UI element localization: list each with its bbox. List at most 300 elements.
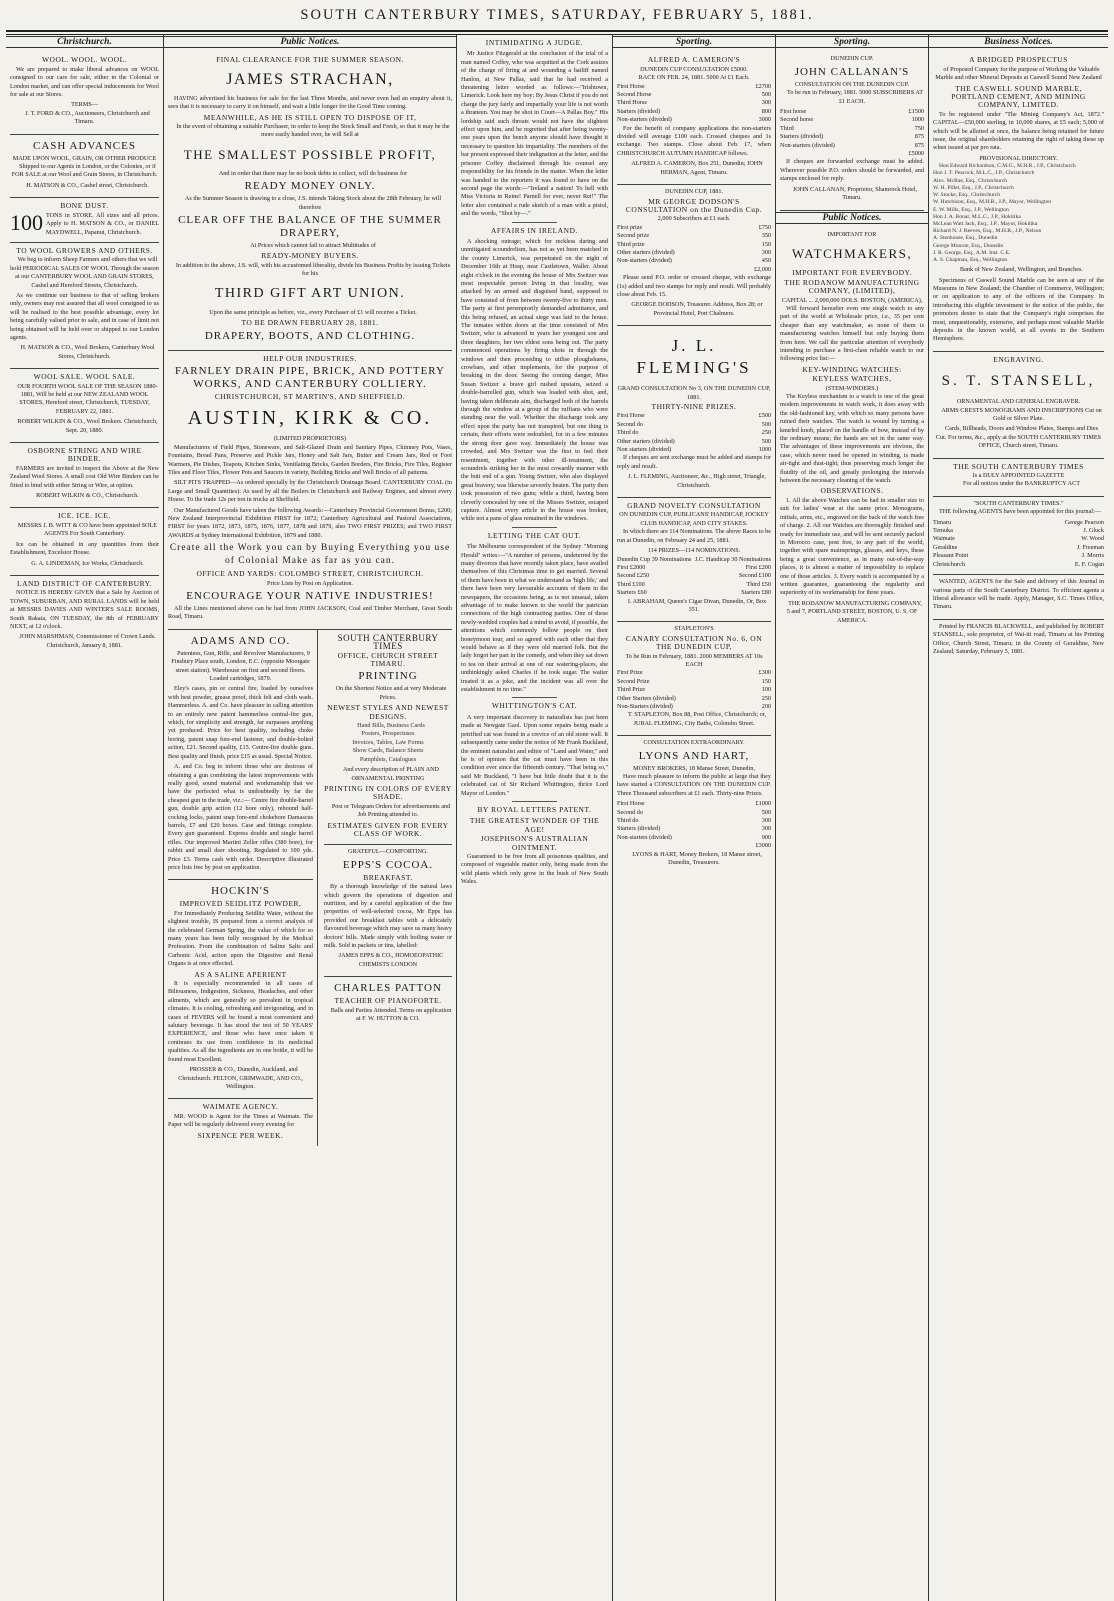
table-row [933,552,1104,560]
ad-text: And every description of PLAIN AND ORNAMENTAL PRINTING [342,766,440,782]
table-cell: 3000 [758,116,771,124]
ad-text: Balls and Parties Attended. Terms on application at F. W. HUTTON & CO. [330,1006,452,1023]
table-cell: Second horse [780,116,814,124]
ad-line: PROVISIONAL DIRECTORY. [979,154,1058,162]
ad-title: S. T. STANSELL, [941,373,1096,390]
table-cell: Geraldine [933,543,958,551]
table-cell: Starters £60 [617,589,647,597]
gift-heading: THIRD GIFT ART UNION. [214,285,406,301]
table-cell: W. Wood [1081,535,1104,543]
ad-title: TO WOOL GROWERS AND OTHERS. [16,245,153,255]
ad-text: At Prices which cannot fail to attract Multitudes of [250,242,376,250]
table-row [780,125,924,133]
ad-line: ESTIMATES GIVEN FOR EVERY CLASS OF WORK. [327,820,449,838]
table-cell: Third prize [617,240,645,248]
table-cell: First Horse [617,800,645,808]
rodanow-advert [780,228,924,632]
ad-text: All the Lines mentioned above can be had from JOHN JACKSON, Coal and Timber Merchant, Great South Road, Timaru. [168,605,452,621]
callanan-consultation [780,52,924,210]
table-cell: Third £50 [746,580,771,588]
table-cell: 800 [761,107,771,115]
land-district-notice [10,576,159,657]
ad-subtitle: CONSULTATION ON THE DUNEDIN CUP. [794,80,910,88]
prize-table [780,108,924,150]
table-row [617,421,771,429]
ad-text: In the event of obtaining a suitable Purchaser, in order to keep the Stock Small and Fresh, so that it may be the more easily handed over, he will Sell at [176,123,450,139]
table-row [617,564,771,572]
ad-body: It is especially recommended in all cases of Biliousness, Indigestion, Sickness, Headaches, and other ailments, which are generally so prevalent in tropical climates. It is cooling, refreshing and invigorating, and in cases of FEVERS will be found a most convenient and salutary beverage. It has stood the test of 50 YEARS' EXPERIENCE, and those who have once taken it continues its use from confidence in its medicinal qualities. As all the ingredients are in one bottle, it will be found most Excellent. [168,980,313,1063]
ad-line: 114 PRIZES—114 NOMINATIONS. [647,547,741,555]
stapleton-consultation [617,622,771,736]
ad-text: And in order that there may be no book debts to collect, will do business for [218,169,408,177]
ad-text: On the Shortest Notice and at very Moderate Prices. [335,685,447,701]
table-cell: First Horse [617,412,645,420]
ad-signature: THE RODANOW MANUFACTURING COMPANY, 5 and 7, PORTLAND STREET, BOSTON, U. S. OF AMERICA. [786,599,922,624]
ad-title: FINAL CLEARANCE FOR THE SUMMER SEASON. [216,55,404,65]
ad-subtitle: DUNEDIN CUP CONSULTATION £5000. [640,65,748,73]
table-cell: First £200 [745,563,771,571]
ad-signature: T. STAPLETON, Box 88, Post Office, Christchurch; or, JUBAL FLEMING, City Baths, Colombo Street. [627,711,767,727]
table-cell: Third [780,124,794,132]
cameron-consultation [617,52,771,185]
prize-table [617,556,771,598]
table-cell: J. Morris [1081,552,1104,560]
austin-kirk-name: AUSTIN, KIRK & CO. [187,407,433,430]
table-cell: J.C. Handicap 30 Nominations [694,555,771,563]
ad-text: We beg to inform Sheep Farmers and others that we will hold PERIODICAL SALES OF WOOL Through the season at our CANTERBURY WOOL AND GRAIN STORES, Cashel and Hereford Streets, Christchurch. [10,256,159,289]
ad-text: For Immediately Producing Seidlitz Water, without the slightest trouble, IS prepared from a correct analysis of the celebrated German Spring, the value of which for so many years has been fully recognised by the Medical Profession. From the combination of Saline Salts and Carbonic Acid, action upon the Digestive and Renal Organs is at once effected. [168,909,313,968]
ad-text: MR. WOOD is Agent for the Times at Waimate. The Paper will be regularly delivered every evening for [168,1112,313,1129]
ad-subtitle: MADE UPON WOOL, GRAIN, OR OTHER PRODUCE [12,154,157,162]
table-cell: Third £100 [617,580,645,588]
table-cell: Non-Starters (divided) [617,703,673,710]
table-cell: £2700 [755,82,771,90]
table-row [617,412,771,420]
table-cell: Temuka [933,527,953,535]
adams-advert [168,630,313,881]
ad-kicker: DUNEDIN CUP. [830,55,874,63]
column-public-notices [164,35,457,1601]
ad-subtitle: BREAKFAST. [363,872,413,882]
table-cell: 150 [761,677,771,685]
table-cell: Second do [617,808,643,816]
table-cell: Second Horse [617,91,652,99]
prize-table [617,412,771,454]
imprint-text: Printed by FRANCIS BLACKWELL, and published by ROBERT STANSELL, sole proprietor, of Wai-iti road, Timaru at his Printing Office, Church Street, Timaru; in the County of Geraldine, New Zealand, Saturday, February 5, 1881. [933,622,1104,655]
ad-text: In which there are 114 Nominations. The above Races to be run at Dunedin, on February 24 and 25, 1881. [617,528,771,544]
ad-title: EPPS'S COCOA. [342,858,434,871]
ad-line: SIXPENCE PER WEEK. [197,1130,284,1140]
table-cell: 300 [761,817,771,825]
ad-text: Will forward hereafter even one single watch to any part of the world at Wholesale price, i.e., 35 per cent cheaper than any watchmaker, as none of them is manufacturing watches himself but only buying them from here. We call the particular attention of everybody intending to purchase a first-class reliable watch to our following price list:— [780,304,924,363]
ad-signature: ROBERT WILKIN & CO., Christchurch. [36,492,139,500]
table-cell: Dunedin Cup 39 Nominations [617,555,692,563]
ad-line: AS A SALINE APERIENT [194,969,287,979]
directors-list: Hon Edward Richardson, C.M.G., M.H.R., J.P., Christchurch Hon J. T. Peacock, M.L.C., J.P., Christchurch Alex. McRae, Esq., Christchurch W. H. Pillet, Esq., J.P., Christchurch W. Stocke, Esq., Christchurch W. Hutchison, Esq., M.H.R., J.P., Mayor, Wellington E. W. Mills, Esq., J.P., Wellington Hon J. A. Bonar, M.L.C., J.P., Hokitika McLean Watt Jack, Esq., J.P., Mayor, Hokitika Richard N. J. Reeves, Esq., M.H.R., J.P., Nelson A. Stenhouse, Esq., Dunedin George Munroe, Esq., Dunedin J. R. George, Esq., A.M. Inst. C.E. A. S. Chapman, Esq., Wellington [933,163,1076,263]
ad-title: ICE. ICE. ICE. [58,511,111,521]
create-heading: Create all the Work you can by Buying Everything you use of Colonial Make as far as you can. [169,543,451,567]
article-title: INTIMIDATING A JUDGE. [485,38,584,47]
ad-text: THE following AGENTS have been appointed for this journal:— [939,508,1101,516]
ad-title: CHARLES PATTON [334,982,442,995]
table-cell: Second £250 [617,572,650,580]
table-cell: 350 [761,232,771,240]
table-cell: 500 [761,808,771,816]
ad-text: Post or Telegram Orders for advertisements and Job Printing attended to. [331,802,451,819]
article-title: WHITTINGTON'S CAT. [491,701,578,711]
table-row [617,446,771,454]
section-heading: Public Notices. [164,36,456,48]
table-cell: Non starters (divided) [617,446,672,454]
ad-text: If cheques are sent exchange must be added and stamps for reply and result. [617,454,771,470]
ad-text: TONS in STORE. All sizes and all prices. Apply to H. MATSON & CO., or DANIEL MAYDWELL, Papanui, Christchurch. [46,211,159,236]
ad-signature: J. L. FLEMING, Auctioneer, &c., High street, Triangle, Christchurch. [628,473,766,489]
ad-line: KEY-WINDING WATCHES: [802,364,902,374]
column-business-notices [929,35,1108,1601]
table-row [617,703,771,711]
table-row [617,825,771,833]
office-line: OFFICE AND YARDS: COLOMBO STREET, CHRISTCHURCH. [196,569,424,579]
terms-heading: TERMS— [71,101,98,109]
ad-kicker: GRATEFUL—COMFORTING. [348,848,428,856]
ad-title: "SOUTH CANTERBURY TIMES." [973,499,1064,507]
ad-text: Please send P.O. order or crossed cheque, with exchange (1s) added and two stamps for reply and result. Will probably close about Feb. 15. [617,274,771,298]
ad-signature: H. MATSON & CO., Cashel street, Christchurch. [26,181,149,189]
table-cell: Starters (divided) [780,133,824,141]
waimate-advert [168,1099,313,1146]
ad-subtitle: IMPORTANT FOR EVERYBODY. [792,268,912,278]
patton-advert [324,977,452,1030]
table-cell: 100 [761,686,771,694]
ad-text: SILT PITS TRAPPED—As ordered specially by the Christchurch Drainage Board. CANTERBURY COAL (in Large and Small Quantities): As used by all the Boilers in Christchurch and Railway Engines, and almost every House. To the trade 12s per ton in trucks at Sheffield. [168,479,452,504]
ad-subtitle: JOSEPHSON'S AUSTRALIAN OINTMENT. [480,834,589,852]
ad-kicker: IMPORTANT FOR [827,230,877,238]
ad-line: NEWEST STYLES AND NEWEST DESIGNS. [327,703,449,721]
ad-signature: ALFRED A. CAMERON, Box 251, Dunedin; JOHN HERMAN, Agent, Timaru. [631,160,763,176]
left-subcolumn [168,630,318,1146]
table-row [617,438,771,446]
ad-title: WOOL SALE. WOOL SALE. [33,372,136,382]
bankers-line: Bank of New Zealand, Wellington, and Branches. [960,266,1083,274]
table-cell: Other starters (divided) [617,437,675,445]
prize-total: £3000 [755,842,771,850]
ad-text: MESSRS J. B. WITT & CO have been appointed SOLE AGENTS For South Canterbury. [17,521,158,538]
table-cell: J. Gluck [1083,527,1104,535]
table-row [933,535,1104,543]
column-sporting [613,35,776,1601]
ad-line: KEYLESS WATCHES, [812,374,892,384]
drawn-line: TO BE DRAWN FEBRUARY 28, 1881. [241,318,379,328]
ad-subtitle: MONEY BROKERS, 18 Manse Street, Dunedin, [633,764,755,772]
table-cell: 1000 [911,116,924,124]
table-row [617,91,771,99]
dodson-consultation [617,185,771,326]
print-products: Hand Bills, Business Cards Posters, Prospectuses Invoices, Tables, Law Forms Show Cards, Balance Sheets Pamphlets, Catalogues [352,722,425,763]
ad-body: Specimens of Caswell Sound Marble can be seen at any of the Museums in New Zealand; the Chamber of Commerce, Wellington; or on application to any of the officers of the Company. In introducing this eligible investment to the notice of the public, the promoters desire to state that the Company's right comprises the most, unquestionably, extensive, and perhaps most valuable Marble deposits in the known world, at all events in the Southern Hemisphere. [933,276,1104,343]
wanted-notice [933,575,1104,620]
ad-text: HAVING advertised his business for sale for the last Three Months, and never even had an enquiry about it, sees that it is necessary to carry it on himself, and wait a little longer for the Good Time coming. [168,94,452,111]
table-cell: 500 [761,91,771,99]
wool-advert [10,52,159,134]
ad-subtitle: GRAND CONSULTATION No 3, ON THE DUNEDIN CUP, 1881. [617,385,771,401]
ad-text: Manufacturers of Field Pipes, Stoneware, and Salt-Glazed Drain and Sanitary Pipes, Chimney Pots, Vases, Fountains, Bread Pans, Preserve and Pickle Jars, Honey and Salt Jars, Butter and Cream Jars, Red or Foot Warmers, Pie Dishes, Teapots, Kitchen Sinks, Ventilating Bricks, Garden Borders, Fire Bricks, Fire Tiles, Register Tiles and Floor Tiles, Flower Pots and Saucers in variety, Building Bricks and Well Bricks of all patterns. [168,443,452,476]
ad-text: ARMS CRESTS MONOGRAMS AND INSCRIPTIONS Cut on Gold or Silver Plate. [941,406,1102,422]
ad-text: We are prepared to make liberal advances on WOOL consigned to our care for sale, either in the Colonial or London market, and can offer special inducements for Wool for sale at our Stores. [10,65,159,99]
farnley-heading: FARNLEY DRAIN PIPE, BRICK, AND POTTERY WORKS, AND CANTERBURY COLLIERY. [175,364,445,390]
table-row [780,133,924,141]
table-row [933,544,1104,552]
table-row [780,142,924,150]
cash-advances-advert [10,135,159,199]
table-cell: 450 [761,257,771,265]
ad-signature: H. MATSON & CO., Wool Brokers, Canterbury Wool Stores, Christchurch. [20,344,155,360]
right-subcolumn [324,630,452,1146]
ad-signature: PROSSER & CO., Dunedin, Auckland, and Christchurch. FELTON, GRIMWADE, AND CO., Wellington. [178,1066,303,1090]
buyers-heading: READY-MONEY BUYERS. [261,251,359,261]
table-cell: 750 [914,124,924,132]
ad-title: ADAMS AND CO. [190,634,291,647]
table-cell: Third do [617,429,639,437]
table-row [617,589,771,597]
table-cell: Waimate [933,535,955,543]
table-row [780,116,924,124]
table-cell: 250 [761,694,771,702]
table-cell: First Horse [617,82,645,90]
ad-kicker: CONSULTATION EXTRAORDINARY. [643,739,745,747]
table-row [933,519,1104,527]
profit-heading: THE SMALLEST POSSIBLE PROFIT, [183,146,437,162]
ad-subtitle: TEACHER OF PIANOFORTE. [334,996,442,1006]
section-heading: Sporting. [613,36,775,48]
ad-text: The Keyless mechanism to a watch is one of the great modern improvements in watch work, it does away with the old-fashioned key, with which so many persons have ruined their watches. The watch is wound by turning a knurled knob, placed on the handle of bow, instead of by the ordinary means; the hands are set in the same way. The advantages of these improvements are obvious, the case, which never need be opened in winding, is made air-tight and dust-tight, thus preserving much longer the fluidity of the oil, and greatly prolonging the intervals between the necessary cleaning of the watch. [780,393,924,485]
table-cell: Starters (divided) [617,825,661,833]
ad-text: Our Manufactured Goods have taken the following Awards:—Canterbury Provincial Government Bonus, £200; New Zealand Interprovincial Exhibition FIRST for 1872; Canterbury Agricultural and Pastoral Associations, FIRST for years 1872, 1873, 1875, 1876, 1877, 1878 and 1879, also TWO FIRST PRIZES; and TWO FIRST AWARDS at Sydney International Exhibition, 1879 and 1880. [168,506,452,539]
table-cell: Third Horse [617,99,648,107]
table-row [617,678,771,686]
table-cell: 900 [761,833,771,841]
imprint [933,620,1104,664]
ad-text: FARMERS are invited to inspect the Above at the New Zealand Wool Stores. A small cost Old Wire Binders can be fitted to bind with either String or Wire, at option. [10,464,159,489]
table-row [617,224,771,232]
gazette-notice [933,459,1104,497]
prize-table [617,800,771,842]
ad-title: WATCHMAKERS, [791,246,913,262]
table-row [617,817,771,825]
ad-text: 1. All the above Watches can be had in smaller size to suit for ladies' wear at the same price. Monograms, initials, arms, etc., engraved on the back of the watch free of charge. 2. All our Watches are thoroughly finished and ready for immediate use, and will be sent securely packed in Morocco case, post free, to any part of the world, together with spare mainsprings, glasses, and keys, these being a great convenience, as in many out-of-the-way places, it is almost a matter of impossibility to replace one of those articles. 3. Every watch is accompanied by a written guarantee, guaranteeing the regularity and superiority of its workmanship for three years. [780,496,924,597]
ad-text: To be run in February, 1881. 5000 SUBSCRIBERS AT £1 EACH. [787,89,923,105]
table-cell: 500 [761,437,771,445]
table-row [617,800,771,808]
column-christchurch [6,35,164,1601]
table-cell: 300 [761,825,771,833]
ad-title: JOHN CALLANAN'S [794,65,910,78]
ad-title: CASH ADVANCES [33,139,136,152]
table-cell: George Pearson [1064,518,1104,526]
ad-signature: I. ABRAHAM, Queen's Cigar Divan, Dunedin, Or, Box 351. [627,597,767,613]
ad-subtitle: ON DUNEDIN CUP, PUBLICANS' HANDICAP, JOCKEY CLUB HANDICAP, AND CITY STAKES. [619,511,769,527]
prize-table [617,83,771,125]
encourage-heading: ENCOURAGE YOUR NATIVE INDUSTRIES! [186,590,434,602]
ad-title: SOUTH CANTERBURY TIMES [337,632,439,652]
section-heading: Public Notices. [776,212,928,224]
table-cell: 150 [761,240,771,248]
agents-table [933,519,1104,569]
ad-subtitle: Is a DULY APPOINTED GAZETTE [972,472,1065,480]
table-cell: 300 [761,248,771,256]
ad-text: Shipped to our Agents in London, or the Colonies, or if FOR SALE at our Wool and Grain Stores, in Christchurch. [11,163,158,179]
table-cell: 200 [761,703,771,710]
table-cell: Christchurch [933,560,965,568]
ad-signature: J. T. FORD & CO., Auctioneers, Christchurch and Timaru. [25,109,150,126]
farnley-subtitle: CHRISTCHURCH, ST MARTIN'S, AND SHEFFIELD. [214,391,406,401]
ad-text: WANTED, AGENTS for the Sale and delivery of this Journal in various parts of the South Canterbury District. To efficient agents a liberal allowance will be made. Apply, Manager, S.C. Times Office, Timaru. [933,578,1104,611]
column-news [457,35,613,1601]
ad-text: For the benefit of company applications the non-starters divided will average £100 each. Crossed cheques and 1s exchange. Two stamps. Close about Feb. 17, when CHRISTCHURCH AUTUMN HANDICAP follows. [617,124,771,157]
table-cell: 300 [761,99,771,107]
table-cell: Non-starters (divided) [780,141,835,149]
table-cell: Second do [617,420,643,428]
wool-sale-advert [10,369,159,443]
table-cell: £1500 [908,108,924,116]
section-heading: Business Notices. [929,36,1108,48]
columns [6,34,1108,1601]
ice-advert [10,508,159,575]
ad-text: Patentees, Gun, Rifle, and Revolver Manufacturers, 9 Finsbury Place south, London, E.C. (opposite Moorgate street station). Warehouse on first and second floors. Loaded cartridges, 1879. [171,649,310,683]
table-cell: Other Starters (divided) [617,694,676,702]
ad-title: HELP OUR INDUSTRIES. [263,353,357,363]
table-row [617,108,771,116]
austin-subtitle: (LIMITED PROPRIETORS) [273,435,347,443]
ready-money-heading: READY MONEY ONLY. [244,180,376,193]
column-sporting-2 [776,35,929,1601]
table-cell: First Prize [617,669,643,677]
ad-title: MR GEORGE DODSON'S CONSULTATION on the Dunedin Cup. [625,196,763,214]
ad-text: of Proposed Company for the purpose of Working the Valuable Marble and other Mineral Deposits at Caswell Sound New Zealand [935,65,1102,82]
ad-title: CANARY CONSULTATION No. 6, ON THE DUNEDIN CUP, [625,633,763,652]
prize-total: £5000 [908,150,924,158]
table-cell: First £2000 [617,563,646,571]
ad-text: NOTICE IS HEREBY GIVEN that a Sale by Auction of TOWN, SUBURBAN, AND RURAL LANDS will be held at MESSRS DAVIES AND WINTER'S SALE ROOMS, South Rakaia, ON TUESDAY, the 8th of FEBRUARY NEXT, at 12 o'clock. [10,589,159,630]
drapery-heading: DRAPERY, BOOTS, AND CLOTHING. [204,329,416,342]
table-cell: £500 [758,412,771,420]
caswell-prospectus [933,52,1104,351]
prize-table [617,224,771,266]
agents-notice [933,497,1104,575]
ad-text: Upon the same principle as before, viz., every Purchaser of £1 will receive a Ticket. [209,308,417,316]
ad-text: For all notices under the BANKRUPTCY ACT [963,480,1080,488]
table-row [933,561,1104,569]
table-cell: Starters £80 [741,589,771,597]
epps-cocoa-advert [324,845,452,977]
masthead: SOUTH CANTERBURY TIMES, SATURDAY, FEBRUARY 5, 1881. [6,0,1108,32]
ad-subtitle: 2,000 Subscribers at £1 each. [657,215,731,223]
ad-signature: G. A. LINDEMAN, Ice Works, Christchurch. [31,559,144,567]
ad-title: HOCKIN'S [211,885,270,898]
ad-title: LAND DISTRICT OF CANTERBURY. [17,578,152,588]
prize-table [617,669,771,711]
ad-signature: ROBERT WILKIN & CO., Wool Brokers. Christchurch, Sept. 20, 1880. [17,418,158,434]
article-body: A shocking outrage; which for reckless daring and unmitigated scoundrelism, has not as yet been matched in the county Limerick, was perpetrated on the night of December 16th at Hosp, near Castletown, Waller. About eight o'clock in the evening the house of Mrs Switzer was most respectable person living in that locality, was attacked by an armed and disguised band, supposed to have consisted of from between twenty-five to thirty men. The party at first peremptorily demanded admittance, and this being refused, an actual siege was laid to the house. The inmates within doors at the time consisted of Mrs Switzer, who is advanced in years her youngest son and three daughters, her two eldest sons being out. The party commenced operations by firing shots in through the windows and then proceeding to utilise ploughshares, crowbars, and other implements, for the purpose of breaking in the door. Seeing the coming danger, Miss Susan Switzer a brave girl rushed upstairs, seized a double-barrelled gun, which was loaded with shot, and, having taken deliberate aim, discharged both of the barrels through the window at a group of the ruffians who were standing near the wall. Whether the discharge took any effect upon the party has not transpired, but one thing is certain, their efforts were redoubled, for in a few minutes the strong door gave way. Immediately the house was crowded, and Mrs Switzer was the first to feel their resentment, together with other ill-treatment, the scoundrels striking her in the most cowardly manner with the butt end of a gun. Young Switzer, who also displayed great bravery, was likewise severely beaten. The party then took possession of two guns; while a third, having been cleverly concealed by one of the Misses Switzer, escaped capture. Almost every article in the house was broken, while not a pane of glass remained in the windows. [461,237,608,523]
table-cell: £300 [758,669,771,677]
table-row [617,116,771,124]
price-lists-line: Price Lists by Post on Application. [267,579,353,587]
ad-body: Ice can be obtained in any quantities from their Establishment, Excelsior House. [10,540,159,557]
ad-title: BONE DUST. [60,201,109,211]
ad-signature: JOHN MARSHMAN, Commissioner of Crown Lands. Christchurch, January 8, 1881. [19,633,156,649]
bone-dust-advert [10,198,159,243]
table-cell: 875 [914,141,924,149]
table-row [933,527,1104,535]
stansell-advert [933,352,1104,459]
ad-text: To be registered under "The Mining Company's Act, 1872." CAPITAL—£50,000 sterling, in 10,000 shares, at £5 each; 5,000 of which will be allotted at once, the balance being retained for future issue, the original shareholders retaining the right of taking these up when issued at par pro rata. [933,110,1104,152]
strachan-advert [168,52,452,350]
ad-signature: LYONS & HART, Money Brokers, 18 Manse street, Dunedin, Treasurers. [632,850,762,867]
table-row [617,232,771,240]
table-cell: Starters (divided) [617,107,661,115]
table-cell: E. F. Cogan [1074,560,1104,568]
ad-line: PRINTING IN COLORS OF EVERY SHADE. [324,783,452,802]
binder-advert [10,443,159,508]
table-cell: 250 [761,429,771,437]
ad-kicker: STAPLETON'S [674,625,714,633]
article-body: Mr Justice Fitzgerald at the conclusion of the trial of a man named Coffey, who was acquitted at the Cork assizes of the charge of firing at and wounding a bailiff named Hanlon, at New Pallas, said that he had received a threatening letter worded as follows:—"Irishtown, Limerick. Look here my boy; By Jesus Christ if you do not charge the jury fairly and impartially your life is not worth a thraneen. You may be shot in Court—A Pallas Boy." His lordship said such threats would not have the slightest effect upon him, and he regretted that after being twenty-one years upon the bench anyone should have thought it necessary to question his impartiality. The members of the bar present expressed their indignation at the letter, and the prisoner Coffey disclaimed through his counsel any responsibility for his friends in the matter. When the letter was handed to the reporters it was found to have on the second page the words:—"Ireland a nation! To hell with Miss Victoria in Reine! Parnell for ever, never Rei!" The letter also contained a rude sketch of a man with a pistol, and the words, "Shot by—." [461,50,608,218]
ad-title: LYONS AND HART, [638,749,750,762]
ad-title: WOOL. WOOL. WOOL. [41,55,128,65]
ad-text: OUR FOURTH WOOL SALE OF THE SEASON 1880-1881, Will be held at our NEW ZEALAND WOOL STORES, Hereford street, Christchurch, TUESDAY, FEBRUARY 22, 1881. [17,382,158,415]
strachan-name: JAMES STRACHAN, [226,70,394,88]
ad-body: Eley's cases, pin or central fire, loaded by ourselves with best powder, grease proof, thick felt and cloth wads. Hammerless. A. and Co. have pleasure in calling attention to an entirely new patent hammerless central-fire gun, which, for simplicity and strength, far surpasses anything yet produced. Price for best quality, including choke boring, patent snap fore-end fastener, and double-bolted action, £21. Second quality, £15. Centre-fire double guns. Best quality and finish, price £15 as usual. Special Notice. [168,685,313,760]
company-name: THE RODANOW MANUFACTURING COMPANY, (LIMITED), [784,277,920,296]
table-row [617,572,771,580]
table-row [617,83,771,91]
table-cell: Second prize [617,232,650,240]
ad-subtitle: To be Run in February, 1881. 2000 MEMBERS AT 10s EACH [625,652,763,668]
table-cell: Timaru [933,518,951,526]
printing-heading: PRINTING [358,670,418,683]
section-heading: Sporting. [776,36,928,48]
ad-text: As the Summer Season is drawing to a close, J.S. intends Taking Stock about the 28th February, he will therefore [184,195,442,211]
ad-kicker: ENGRAVING. [993,354,1044,364]
ad-line: RACE ON FEB. 24, 1881. 5000 At £1 Each. [638,74,750,82]
table-cell: First horse [780,108,807,116]
ad-kicker: DUNEDIN CUP, 1881. [664,188,724,196]
table-cell: 500 [761,420,771,428]
novelty-consultation [617,498,771,622]
table-row [617,834,771,842]
ad-title: A BRIDGED PROSPECTUS [969,55,1068,65]
printing-advert [324,630,452,846]
ad-title: ALFRED A. CAMERON'S [647,55,741,65]
ad-signature: GEORGE DODSON, Treasurer. Address, Box 28; or Provincial Hotel, Port Chalmers. [631,301,763,317]
ad-text: Guaranteed to be free from all poisonous qualities, and composed of vegetable matter only, being made from the wild plants which only grow in the bush of New South Wales. [461,852,608,886]
ad-signature: JAMES EPPS & CO., HOMOEOPATHIC CHEMISTS LONDON [338,952,444,968]
lyons-consultation [617,736,771,874]
table-cell: Second Prize [617,677,650,685]
table-cell: 875 [914,133,924,141]
ad-title: WAIMATE AGENCY. [202,1102,279,1112]
ad-text: Have much pleasure to inform the public at large that they have started a CONSULTATION ON THE DUNEDIN CUP. Three Thousand subscribers at £1 each. Thirty-nine Prizes. [617,773,771,797]
table-row [617,695,771,703]
ad-text: Cards, Billheads, Doors and Window Plates, Stamps and Dies Cut. For terms, &c., apply at the SOUTH CANTERBURY TIMES OFFICE, Church street, Timaru. [935,425,1102,450]
ad-body: As we continue our business to that of selling brokers only, owners may rest assured that all wool consigned to us will be realised to the best possible advantage, every lot being carefully valued prior to sale, and in case of limit not being obtained will be held over or shipped to our London agents. [10,291,159,341]
article-title: LETTING THE CAT OUT. [487,530,582,540]
table-row [780,108,924,116]
table-row [617,241,771,249]
ad-title: OSBORNE STRING AND WIRE BINDER. [27,446,142,464]
ad-body: A. and Co. beg to inform those who are desirous of obtaining a gun combining the latest improvements with really good, sound material and workmanship that we have the perfected what is undoubtedly by far the cheapest gun in the trade, viz.:— Centre fire double-barrel gun, double grip action (12 bore only), rebound half-cocking locks, patent snap fore-end chokebore Damascus barrels, £7 and £20 boxes. Case and fittings complete. Every gun guaranteed. Express double and single barrel rifles. Our improved Martini Zeller rifles (380 bore), for rabbit and small deer shooting. Regulated to 100 yds. Price £3. Terms cash with order. Descriptive illustrated price lists free by post on application. [168,763,313,871]
farnley-advert [168,351,452,630]
table-cell: Second £100 [738,572,771,580]
